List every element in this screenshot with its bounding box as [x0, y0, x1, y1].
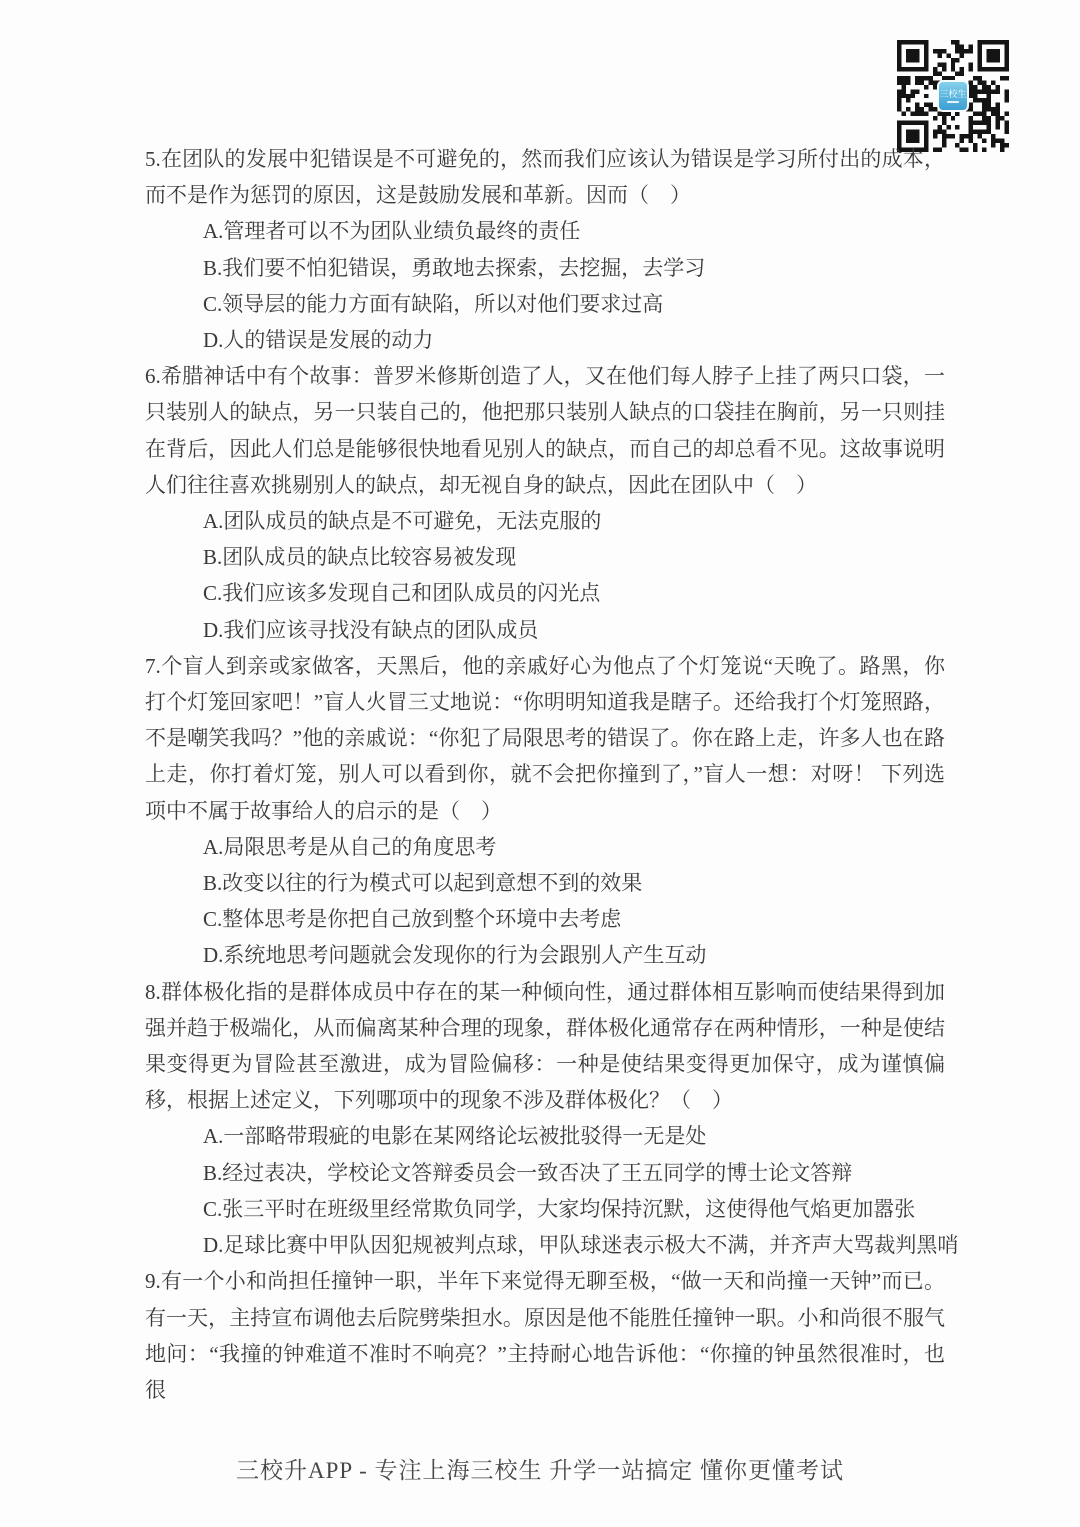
question-7-stem: 7.个盲人到亲或家做客，天黑后，他的亲戚好心为他点了个灯笼说“天晚了。路黑，你打个灯笼回家吧！”盲人火冒三丈地说：“你明明知道我是瞎子。还给我打个灯笼照路，不是嘲笑我吗？”他的亲戚说：“你犯了局限思考的错误了。你在路上走，许多人也在路上走，你打着灯笼，别人可以看到你，就不会把你撞到了，”盲人一想：对呀！ 下列选项中不属于故事给人的启示的是（ ） — [145, 653, 945, 823]
footer-text: 三校升APP - 专注上海三校生 升学一站搞定 懂你更懂考试 — [236, 1458, 844, 1483]
question-7-option-b: B.改变以往的行为模式可以起到意想不到的效果 — [203, 871, 643, 896]
question-5-option-a: A.管理者可以不为团队业绩负最终的责任 — [203, 219, 581, 244]
question-5-option-c: C.领导层的能力方面有缺陷，所以对他们要求过高 — [203, 291, 664, 316]
question-list — [145, 141, 959, 1408]
question-6-option-b: B.团队成员的缺点比较容易被发现 — [203, 545, 517, 570]
question-8-option-d: D.足球比赛中甲队因犯规被判点球，甲队球迷表示极大不满，并齐声大骂裁判黑哨 — [203, 1233, 959, 1258]
question-8-option-b: B.经过表决，学校论文答辩委员会一致否决了王五同学的博士论文答辩 — [203, 1160, 853, 1185]
question-8-stem: 8.群体极化指的是群体成员中存在的某一种倾向性，通过群体相互影响而使结果得到加强并趋于极端化，从而偏离某种合理的现象，群体极化通常存在两种情形，一种是使结果变得更为冒险甚至激进，成为冒险偏移：一种是使结果变得更加保守，成为谨慎偏移，根据上述定义，下列哪项中的现象不涉及群体极化？（ ） — [145, 979, 945, 1113]
qr-code — [897, 40, 1009, 152]
question-7-option-d: D.系统地思考问题就会发现你的行为会跟别人产生互动 — [203, 943, 707, 968]
question-7-option-c: C.整体思考是你把自己放到整个环境中去考虑 — [203, 907, 622, 932]
question-6-option-d: D.我们应该寻找没有缺点的团队成员 — [203, 617, 539, 642]
question-7-option-a: A.局限思考是从自己的角度思考 — [203, 834, 497, 859]
question-8-option-c: C.张三平时在班级里经常欺负同学，大家均保持沉默，这使得他气焰更加嚣张 — [203, 1196, 916, 1221]
question-5-stem: 5.在团队的发展中犯错误是不可避免的，然而我们应该认为错误是学习所付出的成本，而不是作为惩罚的原因，这是鼓励发展和革新。因而（ ） — [145, 147, 945, 208]
question-6-option-a: A.团队成员的缺点是不可避免，无法克服的 — [203, 509, 602, 534]
qr-center-logo — [937, 80, 969, 112]
question-6-option-c: C.我们应该多发现自己和团队成员的闪光点 — [203, 581, 601, 606]
question-6-stem: 6.希腊神话中有个故事：普罗米修斯创造了人，又在他们每人脖子上挂了两只口袋，一只装别人的缺点，另一只装自己的，他把那只装别人缺点的口袋挂在胸前，另一只则挂在背后，因此人们总是能够很快地看见别人的缺点，而自己的却总看不见。这故事说明人们往往喜欢挑剔别人的缺点，却无视自身的缺点，因此在团队中（ ） — [145, 364, 945, 497]
question-8-option-a: A.一部略带瑕疵的电影在某网络论坛被批驳得一无是处 — [203, 1124, 707, 1149]
question-5-option-d: D.人的错误是发展的动力 — [203, 328, 434, 353]
question-5-option-b: B.我们要不怕犯错误，勇敢地去探索，去挖掘，去学习 — [203, 255, 706, 280]
qr-logo-label: 三校生 — [939, 89, 967, 99]
question-9-stem: 9.有一个小和尚担任撞钟一职，半年下来觉得无聊至极，“做一天和尚撞一天钟”而已。有一天，主持宣布调他去后院劈柴担水。原因是他不能胜任撞钟一职。小和尚很不服气地问：“我撞的钟难道不准时不响亮？”主持耐心地告诉他：“你撞的钟虽然很准时，也很 — [145, 1269, 945, 1402]
